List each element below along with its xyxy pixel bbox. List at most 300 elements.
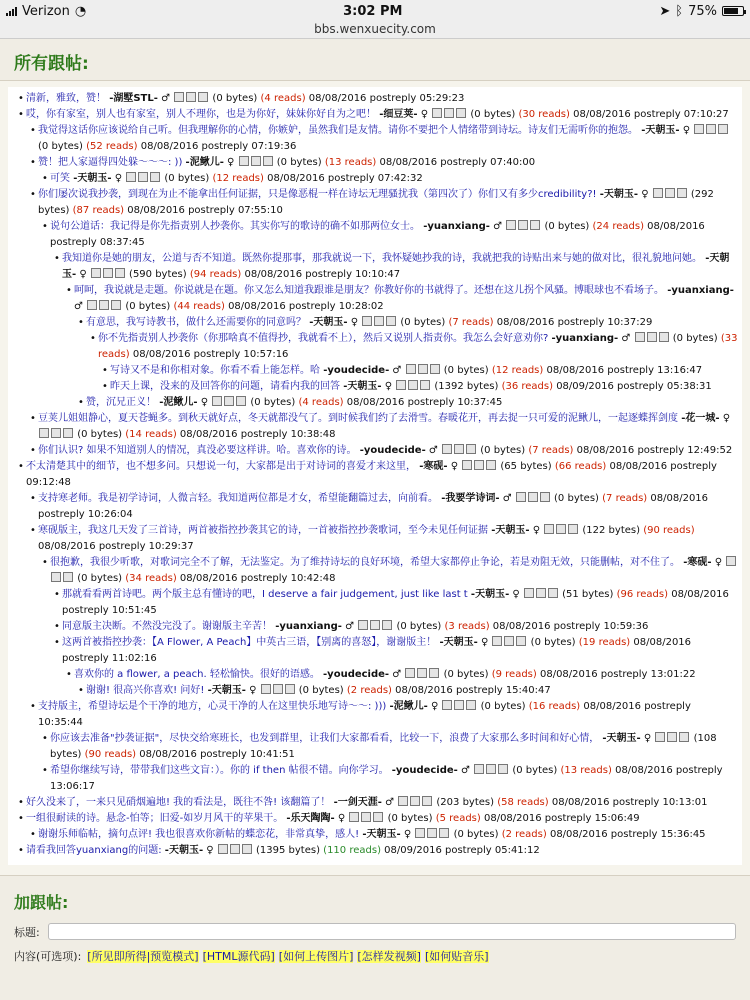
byte-count: (0 bytes) <box>470 109 516 120</box>
reply-item <box>12 587 738 619</box>
post-date: 08/08/2016 postreply 10:10:47 <box>244 269 401 280</box>
bullet: • <box>42 221 48 232</box>
profile-icon[interactable] <box>212 396 222 406</box>
reply-item <box>12 459 738 491</box>
profile-icon[interactable] <box>239 156 249 166</box>
profile-icon[interactable] <box>174 92 184 102</box>
gender-icon: ♂ <box>392 669 402 680</box>
reply-link[interactable]: 赞！把人家逼得四处躲～～～: )) <box>38 157 183 168</box>
bullet: • <box>54 621 60 632</box>
reply-item <box>12 155 738 171</box>
message-icon[interactable] <box>706 124 716 134</box>
message-icon[interactable] <box>103 268 113 278</box>
gender-icon: ♂ <box>385 797 395 808</box>
gender-icon: ♀ <box>643 733 652 744</box>
blog-icon[interactable] <box>659 332 669 342</box>
reply-link[interactable]: 我知道你是她的朋友，公道与否不知道。既然你提那事，那我就说一下，我怀疑她抄我的诗，我就把我的诗贴出来与她的做对比，很礼貌地问她。 <box>62 253 702 264</box>
reply-link[interactable]: 可笑 <box>50 173 70 184</box>
message-icon[interactable] <box>454 700 464 710</box>
blog-icon[interactable] <box>422 796 432 806</box>
profile-icon[interactable] <box>398 796 408 806</box>
profile-icon[interactable] <box>349 812 359 822</box>
message-icon[interactable] <box>427 828 437 838</box>
byte-count: (0 bytes) <box>512 765 558 776</box>
message-icon[interactable] <box>99 300 109 310</box>
reply-link[interactable]: 同意版主决断。不然没完没了。谢谢版主辛苦！ <box>62 621 272 632</box>
author-name[interactable]: -天朝玉- <box>62 253 730 280</box>
byte-count: (51 bytes) <box>562 589 614 600</box>
message-icon[interactable] <box>444 108 454 118</box>
gender-icon: ♀ <box>480 637 489 648</box>
byte-count: (0 bytes) <box>77 573 123 584</box>
profile-icon[interactable] <box>39 428 49 438</box>
author-name[interactable]: -天朝玉- <box>439 637 478 648</box>
editor-link[interactable]: [如何贴音乐] <box>424 950 489 963</box>
bullet: • <box>42 733 48 744</box>
reply-link[interactable]: 豆荚儿姐姐静心，夏天苍蝇多。到秋天就好点，冬天就都没气了。到时候我们约了去滑雪。春暖花开，再去捉一只可爱的泥鳅儿，一起逐蝶挥剑度 <box>38 413 678 424</box>
blog-icon[interactable] <box>568 524 578 534</box>
profile-icon[interactable] <box>406 364 416 374</box>
byte-count: (0 bytes) <box>443 669 489 680</box>
profile-icon[interactable] <box>544 524 554 534</box>
byte-count: (122 bytes) <box>582 525 641 536</box>
reply-item <box>12 171 738 187</box>
reply-link[interactable]: 好久没来了，一来只见硝烟遍地! 我的看法是，既往不咎! 该翻篇了！ <box>26 797 331 808</box>
read-count: (12 reads) <box>491 365 544 376</box>
message-icon[interactable] <box>486 764 496 774</box>
read-count: (9 reads) <box>491 669 537 680</box>
read-count: (14 reads) <box>125 429 177 440</box>
post-date: 08/08/2016 postreply 10:38:48 <box>179 429 336 440</box>
bullet: • <box>90 333 96 344</box>
read-count: (7 reads) <box>602 493 648 504</box>
gender-icon: ♀ <box>79 269 87 280</box>
reply-item <box>12 491 738 523</box>
bullet: • <box>66 669 72 680</box>
post-date: 08/08/2016 postreply 13:01:22 <box>539 669 696 680</box>
byte-count: (0 bytes) <box>212 93 258 104</box>
profile-icon[interactable] <box>396 380 406 390</box>
byte-count: (590 bytes) <box>129 269 187 280</box>
author-name[interactable]: -细豆荚- <box>379 109 418 120</box>
author-name[interactable]: -天朝玉- <box>362 829 401 840</box>
message-icon[interactable] <box>647 332 657 342</box>
profile-icon[interactable] <box>653 188 663 198</box>
author-name[interactable]: -寒砚- <box>419 461 448 472</box>
gender-icon: ♂ <box>161 93 171 104</box>
author-name[interactable]: -天朝玉- <box>73 173 112 184</box>
profile-icon[interactable] <box>492 636 502 646</box>
read-count: (87 reads) <box>72 205 125 216</box>
author-name[interactable]: -花一城- <box>681 413 720 424</box>
author-name[interactable]: -乐天陶陶- <box>286 813 335 824</box>
author-name[interactable]: -泥鳅儿- <box>185 157 224 168</box>
profile-icon[interactable] <box>362 316 372 326</box>
reply-link[interactable]: 一组很耐读的诗。悬念-怕等；旧爱-如岁月风干的苹果干。 <box>26 813 284 824</box>
bullet: • <box>42 173 48 184</box>
message-icon[interactable] <box>51 572 61 582</box>
profile-icon[interactable] <box>655 732 665 742</box>
blog-icon[interactable] <box>373 812 383 822</box>
read-count: (5 reads) <box>435 813 481 824</box>
profile-icon[interactable] <box>635 332 645 342</box>
bullet: • <box>78 397 84 408</box>
author-name[interactable]: -湖墅STL- <box>109 93 158 104</box>
clock: 3:02 PM <box>343 3 403 19</box>
reply-link[interactable]: 这两首被指控抄袭：【A Flower, A Peach】中英古三语，【别离的喜怒】，谢谢版主！ <box>62 637 437 648</box>
author-name[interactable]: -yuanxiang- <box>551 333 619 344</box>
reply-link[interactable]: 清新，雅致，赞！ <box>26 93 106 104</box>
blog-icon[interactable] <box>486 460 496 470</box>
bullet: • <box>30 157 36 168</box>
message-icon[interactable] <box>230 844 240 854</box>
gender-icon: ♀ <box>384 381 393 392</box>
reply-item <box>12 123 738 155</box>
reply-link[interactable]: 赞，沉兄正义！ <box>86 397 156 408</box>
reply-link[interactable]: 谢谢! 很高兴你喜欢! 问好! <box>86 685 205 696</box>
blog-icon[interactable] <box>382 620 392 630</box>
author-name[interactable]: -天朝玉- <box>309 317 348 328</box>
reply-link[interactable]: 不太清楚其中的细节，也不想多问。只想说一句，大家都是出于对诗词的喜爱才来这里， <box>26 461 416 472</box>
bullet: • <box>102 365 108 376</box>
message-icon[interactable] <box>361 812 371 822</box>
editor-link[interactable]: [如何上传图片] <box>278 950 354 963</box>
message-icon[interactable] <box>186 92 196 102</box>
read-count: (13 reads) <box>324 157 377 168</box>
message-icon[interactable] <box>504 636 514 646</box>
message-icon[interactable] <box>374 316 384 326</box>
reply-item <box>12 107 738 123</box>
profile-icon[interactable] <box>506 220 516 230</box>
editor-link[interactable]: [HTML源代码] <box>202 950 275 963</box>
read-count: (66 reads) <box>554 461 607 472</box>
blog-icon[interactable] <box>263 156 273 166</box>
gender-icon: ♂ <box>74 301 83 312</box>
reply-link[interactable]: 希望你继续写诗，带带我们这些文盲：）。你的 if then 帖很不错。向你学习。 <box>50 765 389 776</box>
reply-link[interactable]: 你们屡次说我抄袭，到现在为止不能拿出任何证据，只是像恶棍一样在诗坛无理骚扰我（第四次了）你们又有多少credibility?! <box>38 189 597 200</box>
post-date: 08/08/2016 postreply 08:37:45 <box>50 221 705 248</box>
profile-icon[interactable] <box>474 764 484 774</box>
read-count: (7 reads) <box>528 445 574 456</box>
byte-count: (0 bytes) <box>125 301 171 312</box>
blog-icon[interactable] <box>540 492 550 502</box>
read-count: (30 reads) <box>518 109 570 120</box>
blog-icon[interactable] <box>530 220 540 230</box>
blog-icon[interactable] <box>439 828 449 838</box>
message-icon[interactable] <box>518 220 528 230</box>
message-icon[interactable] <box>667 732 677 742</box>
gender-icon: ♀ <box>430 701 439 712</box>
author-name[interactable]: -寒砚- <box>683 557 712 568</box>
read-count: (94 reads) <box>189 269 242 280</box>
message-icon[interactable] <box>665 188 675 198</box>
profile-icon[interactable] <box>516 492 526 502</box>
author-name[interactable]: -天朝玉- <box>602 733 641 744</box>
reply-link[interactable]: 我觉得这话你应该说给自己听。但我理解你的心情，你嫉妒，虽然我们是友情。请你不要把个人情绪带到诗坛。诗友们无需听你的抱怨。 <box>38 125 638 136</box>
author-name[interactable]: -天朝玉- <box>599 189 639 200</box>
post-date: 08/08/2016 postreply 15:36:45 <box>549 829 706 840</box>
reply-link[interactable]: 你们认识? 如果不知道别人的情况，真没必要这样讲。哈。喜欢你的诗。 <box>38 445 357 456</box>
blog-icon[interactable] <box>63 572 73 582</box>
byte-count: (1395 bytes) <box>256 845 320 856</box>
title-label: 标题: <box>14 925 40 939</box>
reply-item <box>12 379 738 395</box>
profile-icon[interactable] <box>218 844 228 854</box>
author-name[interactable]: -泥鳅儿- <box>159 397 198 408</box>
blog-icon[interactable] <box>198 92 208 102</box>
read-count: (33 reads) <box>98 333 738 360</box>
section-title: 所有跟帖: <box>0 39 750 81</box>
blog-icon[interactable] <box>430 364 440 374</box>
reply-link[interactable]: 支持版主，希望诗坛是个干净的地方，心灵干净的人在这里快乐地写诗～～: ))) <box>38 701 387 712</box>
post-date: 08/08/2016 postreply 10:37:45 <box>346 397 503 408</box>
read-count: (96 reads) <box>616 589 669 600</box>
profile-icon[interactable] <box>405 668 415 678</box>
message-icon[interactable] <box>454 444 464 454</box>
gender-icon: ♀ <box>206 845 214 856</box>
message-icon[interactable] <box>370 620 380 630</box>
bullet: • <box>30 525 36 536</box>
blog-icon[interactable] <box>548 588 558 598</box>
message-icon[interactable] <box>51 428 61 438</box>
byte-count: (0 bytes) <box>443 365 489 376</box>
reply-link[interactable]: 请看我回答yuanxiang的问题: <box>26 845 162 856</box>
byte-count: (0 bytes) <box>387 813 433 824</box>
author-name[interactable]: -天朝玉- <box>207 685 246 696</box>
blog-icon[interactable] <box>718 124 728 134</box>
blog-icon[interactable] <box>242 844 252 854</box>
bullet: • <box>30 445 36 456</box>
author-name[interactable]: -天朝玉- <box>641 125 680 136</box>
reply-link[interactable]: 昨天上课，没来的及回答你的问题，请看内我的回答 <box>110 381 340 392</box>
content-label: 内容(可选项): <box>14 950 82 963</box>
reply-item <box>12 795 738 811</box>
reply-item <box>12 315 738 331</box>
profile-icon[interactable] <box>91 268 101 278</box>
byte-count: (0 bytes) <box>544 221 590 232</box>
author-name[interactable]: -yuanxiang- <box>423 221 490 232</box>
message-icon[interactable] <box>410 796 420 806</box>
wifi-icon: ◔ <box>74 3 87 19</box>
reply-link[interactable]: 谢谢乐师临帖，摘句点评! 我也很喜欢你新帖的蝶恋花，非常真挚，感人! <box>38 829 360 840</box>
gender-icon: ♀ <box>450 461 459 472</box>
gender-icon: ♀ <box>227 157 235 168</box>
reply-item <box>12 827 738 843</box>
blog-icon[interactable] <box>679 732 689 742</box>
message-icon[interactable] <box>417 668 427 678</box>
gender-icon: ♀ <box>200 397 209 408</box>
reply-item <box>12 523 738 555</box>
message-icon[interactable] <box>474 460 484 470</box>
reply-item <box>12 843 738 859</box>
title-input[interactable] <box>48 923 736 940</box>
post-date: 08/08/2016 postreply 15:06:49 <box>483 813 640 824</box>
reply-link[interactable]: 有意思，我写诗教书，做什么还需要你的同意吗？ <box>86 317 306 328</box>
blog-icon[interactable] <box>63 428 73 438</box>
byte-count: (0 bytes) <box>276 157 322 168</box>
bullet: • <box>54 637 60 648</box>
message-icon[interactable] <box>418 364 428 374</box>
reply-link[interactable]: 很抱歉，我很少听歌，对歌词完全不了解，无法鉴定。为了维持诗坛的良好环境，希望大家都停止争论，若是劝阻无效，只能删帖，对不住了。 <box>50 557 680 568</box>
blog-icon[interactable] <box>115 268 125 278</box>
author-name[interactable]: -youdecide- <box>391 765 458 776</box>
byte-count: (1392 bytes) <box>434 381 499 392</box>
byte-count: (0 bytes) <box>77 429 123 440</box>
bullet: • <box>18 845 24 856</box>
reply-item <box>12 411 738 443</box>
author-name[interactable]: -youdecide- <box>323 669 390 680</box>
post-date: 08/08/2016 postreply 10:42:48 <box>179 573 336 584</box>
bullet: • <box>18 109 24 120</box>
message-icon[interactable] <box>273 684 283 694</box>
read-count: (34 reads) <box>125 573 177 584</box>
blog-icon[interactable] <box>111 300 121 310</box>
message-icon[interactable] <box>556 524 566 534</box>
message-icon[interactable] <box>138 172 148 182</box>
reply-item <box>12 363 738 379</box>
author-name[interactable]: -yuanxiang- <box>275 621 342 632</box>
post-date: 08/08/2016 postreply 10:41:51 <box>139 749 295 760</box>
profile-icon[interactable] <box>442 700 452 710</box>
author-name[interactable]: -泥鳅儿- <box>389 701 428 712</box>
blog-icon[interactable] <box>677 188 687 198</box>
blog-icon[interactable] <box>386 316 396 326</box>
bullet: • <box>30 413 36 424</box>
reply-link[interactable]: 写诗又不是和你相对象。你看不看上能怎样。哈 <box>110 365 320 376</box>
post-date: 08/08/2016 postreply 10:13:01 <box>551 797 708 808</box>
reply-link[interactable]: 你不先指责别人抄袭你（你那啥真不值得抄，我就看不上），然后又说别人指责你。我怎么会好意劝你? <box>98 333 549 344</box>
message-icon[interactable] <box>536 588 546 598</box>
gender-icon: ♂ <box>345 621 355 632</box>
editor-link[interactable]: [所见即所得|预览模式] <box>87 950 199 963</box>
read-count: (90 reads) <box>84 749 137 760</box>
blog-icon[interactable] <box>420 380 430 390</box>
reply-item <box>12 443 738 459</box>
byte-count: (0 bytes) <box>480 445 526 456</box>
profile-icon[interactable] <box>524 588 534 598</box>
post-date: 08/08/2016 postreply 07:10:27 <box>573 109 729 120</box>
read-count: (4 reads) <box>260 93 306 104</box>
blog-icon[interactable] <box>429 668 439 678</box>
blog-icon[interactable] <box>285 684 295 694</box>
reply-link[interactable]: 喜欢你的 a flower, a peach. 轻松愉快。很好的语感。 <box>74 669 320 680</box>
reply-link[interactable]: 那就看看两首诗吧。两个版主总有懂诗的吧，I deserve a fair judgement, just like last t <box>62 589 468 600</box>
read-count: (24 reads) <box>592 221 644 232</box>
profile-icon[interactable] <box>432 108 442 118</box>
blog-icon[interactable] <box>516 636 526 646</box>
read-count: (3 reads) <box>444 621 490 632</box>
bullet: • <box>54 589 60 600</box>
gender-icon: ♀ <box>512 589 520 600</box>
gender-icon: ♀ <box>114 173 123 184</box>
bullet: • <box>18 93 24 104</box>
post-date: 08/08/2016 postreply 12:49:52 <box>576 445 733 456</box>
editor-link[interactable]: [怎样发视频] <box>357 950 421 963</box>
reply-link[interactable]: 说句公道话：我记得是你先指责别人抄袭你。其实你写的歌诗的确不如那两位女士。 <box>50 221 420 232</box>
reply-link[interactable]: 支持寒老师。我是初学诗词，人微言轻。我知道两位都是才女，希望能翻篇过去，向前看。 <box>38 493 438 504</box>
byte-count: (0 bytes) <box>250 397 296 408</box>
message-icon[interactable] <box>251 156 261 166</box>
add-reply-title: 加跟帖: <box>0 875 750 921</box>
ios-status-bar <box>0 0 750 22</box>
profile-icon[interactable] <box>462 460 472 470</box>
byte-count: (65 bytes) <box>500 461 552 472</box>
bullet: • <box>66 285 72 296</box>
reply-link[interactable]: 你应该去准备"抄袭证据"，尽快交给寒班长，也发到群里，让我们大家都看看，比较一下，浪费了大家那么多时间和好心情， <box>50 733 600 744</box>
carrier-label: Verizon <box>22 3 70 19</box>
byte-count: (0 bytes) <box>400 317 446 328</box>
message-icon[interactable] <box>408 380 418 390</box>
gender-icon: ♀ <box>249 685 257 696</box>
bullet: • <box>54 253 60 264</box>
author-name[interactable]: -天朝玉- <box>491 525 530 536</box>
author-name[interactable]: -天朝玉- <box>470 589 510 600</box>
post-date: 08/08/2016 postreply 13:06:17 <box>50 765 723 792</box>
blog-icon[interactable] <box>466 444 476 454</box>
author-name[interactable]: -yuanxiang- <box>667 285 734 296</box>
reply-item <box>12 619 738 635</box>
profile-icon[interactable] <box>87 300 97 310</box>
profile-icon[interactable] <box>415 828 425 838</box>
post-date: 08/08/2016 postreply 11:02:16 <box>62 637 692 664</box>
reply-link[interactable]: 寒砚版主，我这几天发了三首诗，两首被指控抄袭其它的诗，一首被指控抄袭歌词，至今未见任何证据 <box>38 525 488 536</box>
url-bar[interactable]: bbs.wenxuecity.com <box>0 22 750 39</box>
profile-icon[interactable] <box>442 444 452 454</box>
blog-icon[interactable] <box>498 764 508 774</box>
read-count: (19 reads) <box>578 637 631 648</box>
profile-icon[interactable] <box>694 124 704 134</box>
reply-item <box>12 811 738 827</box>
profile-icon[interactable] <box>261 684 271 694</box>
blog-icon[interactable] <box>150 172 160 182</box>
post-date: 08/09/2016 postreply 05:41:12 <box>384 845 540 856</box>
author-name[interactable]: -天朝玉- <box>343 381 382 392</box>
bullet: • <box>42 765 48 776</box>
author-name[interactable]: -一剑天涯- <box>333 797 382 808</box>
gender-icon: ♀ <box>403 829 412 840</box>
byte-count: (0 bytes) <box>672 333 718 344</box>
profile-icon[interactable] <box>726 556 736 566</box>
reply-item <box>12 187 738 219</box>
message-icon[interactable] <box>528 492 538 502</box>
author-name[interactable]: -youdecide- <box>359 445 426 456</box>
gender-icon: ♀ <box>350 317 359 328</box>
author-name[interactable]: -我要学诗词- <box>441 493 500 504</box>
reply-link[interactable]: 哎，你有家室，别人也有家室，别人不理你，也是为你好，妹妹你好自为之吧！ <box>26 109 376 120</box>
gender-icon: ♀ <box>714 557 723 568</box>
post-date: 08/08/2016 postreply 07:55:10 <box>127 205 283 216</box>
blog-icon[interactable] <box>456 108 466 118</box>
bluetooth-icon: ᛒ <box>675 3 684 19</box>
blog-icon[interactable] <box>236 396 246 406</box>
reply-item <box>12 91 738 107</box>
post-date: 08/08/2016 postreply 05:29:23 <box>308 93 465 104</box>
message-icon[interactable] <box>224 396 234 406</box>
reply-link[interactable]: 呵呵，我说就是走题。你说就是在题。你又怎么知道我跟谁是朋友？你教好你的书就得了。还想在这儿拐个风骚。博眼球也不看场子。 <box>74 285 664 296</box>
page-content <box>0 39 750 966</box>
bullet: • <box>30 701 36 712</box>
title-row <box>0 921 750 942</box>
author-name[interactable]: -天朝玉- <box>164 845 204 856</box>
profile-icon[interactable] <box>126 172 136 182</box>
bullet: • <box>30 829 36 840</box>
byte-count: (0 bytes) <box>164 173 210 184</box>
byte-count: (0 bytes) <box>396 621 442 632</box>
post-date: 08/08/2016 postreply 10:59:36 <box>492 621 649 632</box>
author-name[interactable]: -youdecide- <box>323 365 390 376</box>
profile-icon[interactable] <box>358 620 368 630</box>
blog-icon[interactable] <box>466 700 476 710</box>
